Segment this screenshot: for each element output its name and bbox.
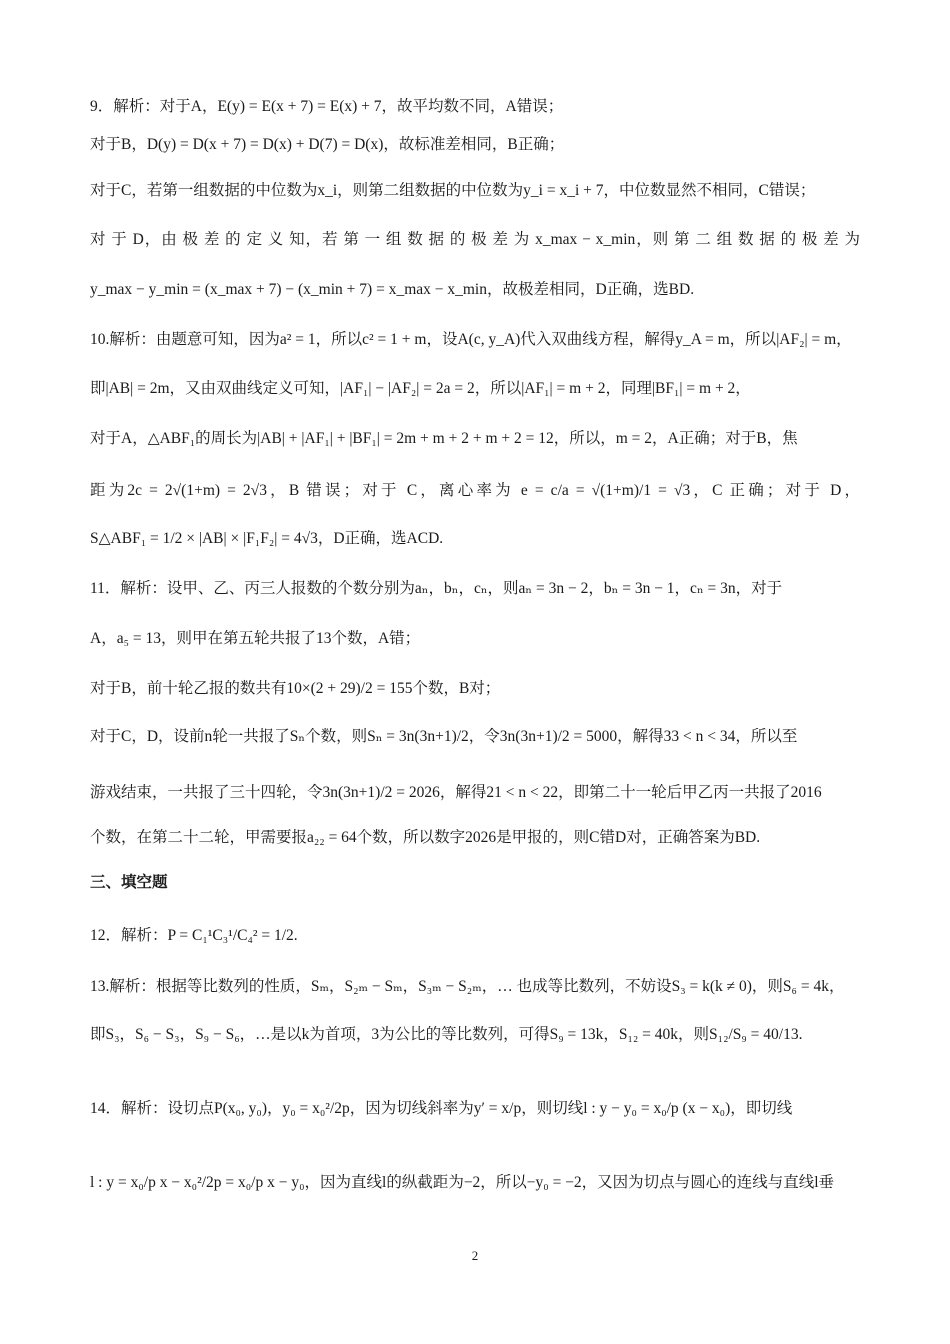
- q11-line-3: 对于B，前十轮乙报的数共有10×(2 + 29)/2 = 155个数，B对；: [90, 680, 501, 697]
- q14-line-1: 14．解析：设切点P(x₀, y₀)，y₀ = x₀²/2p，因为切线斜率为y′ = x/p，则切线l : y − y₀ = x₀/p (x − x₀)，即切线: [90, 1100, 793, 1117]
- q9-option-d: 对 于 D，由 极 差 的 定 义 知，若 第 一 组 数 据 的 极 差 为 x_max − x_min，则 第 二 组 数 据 的 极 差 为: [90, 231, 860, 248]
- q9-option-d-cont: y_max − y_min = (x_max + 7) − (x_min + 7) = x_max − x_min，故极差相同，D正确，选BD.: [90, 281, 695, 298]
- q9-option-c: 对于C，若第一组数据的中位数为x_i，则第二组数据的中位数为y_i = x_i + 7，中位数显然不相同，C错误；: [90, 182, 816, 199]
- q11-line-4: 对于C，D，设前n轮一共报了Sₙ个数，则Sₙ = 3n(3n+1)/2，令3n(3n+1)/2 = 5000，解得33 < n < 34，所以至: [90, 728, 798, 745]
- q13-line-1: 13.解析：根据等比数列的性质，Sₘ，S₂ₘ − Sₘ，S₃ₘ − S₂ₘ，… 也成等比数列，不妨设S₃ = k(k ≠ 0)，则S₆ = 4k，: [90, 978, 845, 995]
- q11-line-5: 游戏结束，一共报了三十四轮，令3n(3n+1)/2 = 2026，解得21 < n < 22，即第二十一轮后甲乙丙一共报了2016: [90, 784, 822, 801]
- q9-option-a: 9．解析：对于A，E(y) = E(x + 7) = E(x) + 7，故平均数不同，A错误；: [90, 98, 564, 115]
- q10-line-4: 距为2c = 2√(1+m) = 2√3，B 错误；对于 C，离心率为 e = c/a = √(1+m)/1 = √3，C 正确；对于 D，: [90, 482, 860, 499]
- q10-line-1: 10.解析：由题意可知，因为a² = 1，所以c² = 1 + m，设A(c, y_A)代入双曲线方程，解得y_A = m，所以|AF₂| = m，: [90, 331, 852, 348]
- page-number: 2: [471, 1248, 479, 1263]
- q10-line-2: 即|AB| = 2m，又由双曲线定义可知，|AF₁| − |AF₂| = 2a = 2，所以|AF₁| = m + 2，同理|BF₁| = m + 2，: [90, 380, 751, 397]
- q11-line-6: 个数，在第二十二轮，甲需要报a₂₂ = 64个数，所以数字2026是甲报的，则C错D对，正确答案为BD.: [90, 829, 761, 846]
- q14-line-2: l : y = x₀/p x − x₀²/2p = x₀/p x − y₀，因为直线l的纵截距为−2，所以−y₀ = −2，又因为切点与圆心的连线与直线l垂: [90, 1174, 834, 1191]
- q10-line-3: 对于A，△ABF₁的周长为|AB| + |AF₁| + |BF₁| = 2m + m + 2 + m + 2 = 12，所以，m = 2，A正确；对于B，焦: [90, 430, 798, 447]
- q9-option-b: 对于B，D(y) = D(x + 7) = D(x) + D(7) = D(x)，故标准差相同，B正确；: [90, 136, 565, 153]
- q11-line-1: 11．解析：设甲、乙、丙三人报数的个数分别为aₙ，bₙ，cₙ，则aₙ = 3n − 2，bₙ = 3n − 1，cₙ = 3n，对于: [90, 580, 783, 597]
- q11-line-2: A，a₅ = 13，则甲在第五轮共报了13个数，A错；: [90, 630, 421, 647]
- q12-line: 12．解析：P = C₁¹C₃¹/C₄² = 1/2.: [90, 927, 298, 944]
- q13-line-2: 即S₃，S₆ − S₃，S₉ − S₆，…是以k为首项，3为公比的等比数列，可得S₉ = 13k，S₁₂ = 40k，则S₁₂/S₉ = 40/13.: [90, 1026, 803, 1043]
- q10-line-5: S△ABF₁ = 1/2 × |AB| × |F₁F₂| = 4√3，D正确，选ACD.: [90, 530, 444, 547]
- section-heading: 三、填空题: [90, 874, 168, 891]
